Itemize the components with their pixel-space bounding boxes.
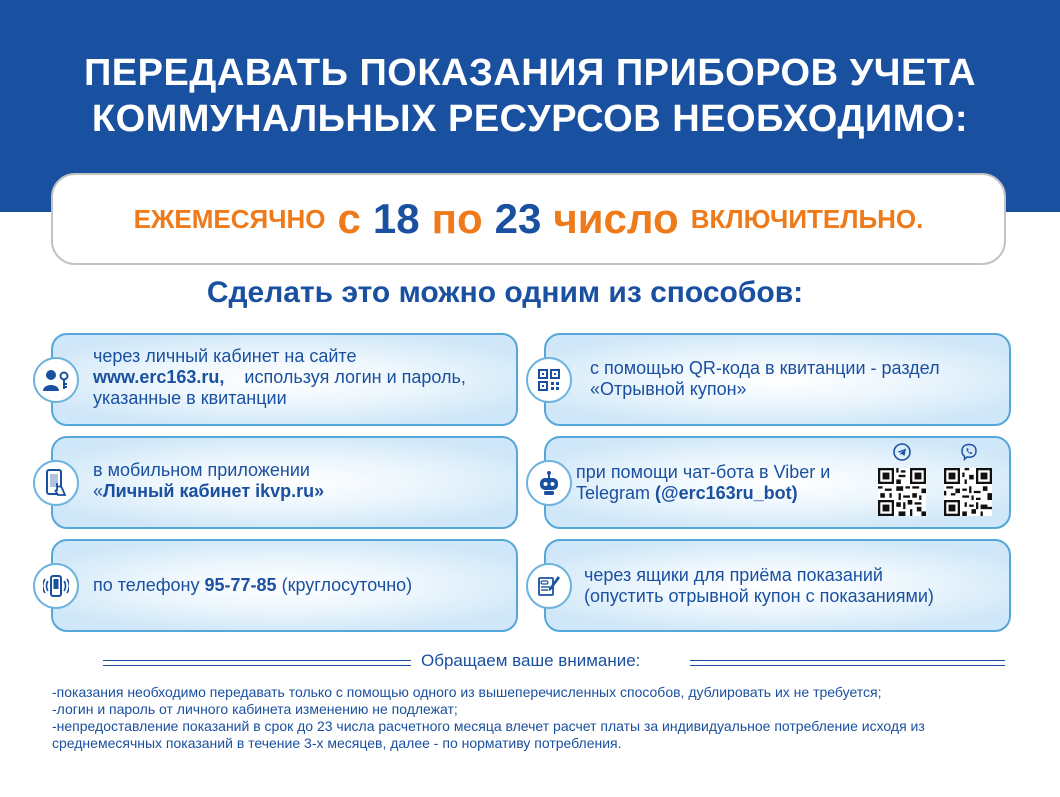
notice-line-1: -показания необходимо передавать только с помощью одного из вышеперечисленных способов, дублировать их не требуется; <box>52 684 882 700</box>
qr-line-1: с помощью QR-кода в квитанции - раздел <box>590 358 940 378</box>
page-title-line-1: ПЕРЕДАВАТЬ ПОКАЗАНИЯ ПРИБОРОВ УЧЕТА <box>83 52 977 94</box>
cabinet-line-1: через личный кабинет на сайте <box>93 346 357 366</box>
cabinet-line-3: указанные в квитанции <box>93 388 287 408</box>
phone-pre: по телефону <box>93 575 200 595</box>
methods-heading: Сделать это можно одним из способов: <box>206 276 804 309</box>
user-key-icon <box>33 357 79 403</box>
page-title-line-2: КОММУНАЛЬНЫХ РЕСУРСОВ НЕОБХОДИМО: <box>91 98 969 140</box>
notice-label: Обращаем ваше внимание: <box>421 651 641 670</box>
period-from: с <box>337 195 361 242</box>
qr-line-2: «Отрывной купон» <box>590 379 747 399</box>
period-to: по <box>431 195 483 242</box>
app-line-1: в мобильном приложении <box>93 460 310 480</box>
box-line-2: (опустить отрывной купон с показаниями) <box>584 586 934 606</box>
notice-divider-right <box>690 660 1005 666</box>
period-end-day: 23 <box>494 195 542 242</box>
bot-line-1: при помощи чат-бота в Viber и <box>576 462 831 482</box>
notice-divider-left <box>103 660 411 666</box>
phone-text <box>93 575 513 596</box>
method-card-qr <box>544 333 1011 426</box>
qr-text <box>590 358 1005 400</box>
page-title <box>0 50 1060 142</box>
mailbox-form-icon <box>526 563 572 609</box>
bot-line-2: Telegram <box>576 483 651 503</box>
notice-line-2: -логин и пароль от личного кабинета изменению не подлежат; <box>52 701 458 717</box>
app-name: Личный кабинет ikvp.ru» <box>103 481 325 501</box>
cabinet-site-link[interactable]: www.erc163.ru, <box>93 367 225 387</box>
method-card-cabinet <box>51 333 518 426</box>
box-line-1: через ящики для приёма показаний <box>584 565 883 585</box>
qr-code-viber <box>944 468 992 516</box>
smartphone-touch-icon <box>33 460 79 506</box>
period-inclusive: ВКЛЮЧИТЕЛЬНО. <box>690 203 924 234</box>
phone-post: (круглосуточно) <box>281 575 413 595</box>
bot-text <box>576 462 866 504</box>
method-card-phone <box>51 539 518 632</box>
bot-handle[interactable]: (@erc163ru_bot) <box>655 483 798 503</box>
period-day-word: число <box>553 195 679 242</box>
notice-line-3: -непредоставление показаний в срок до 23 числа расчетного месяца влечет расчет платы за индивидуальное потребление исходя из среднемесячных показаний в течение 3-х месяцев, далее - по нормативу потребления. <box>52 718 925 751</box>
period-start-day: 18 <box>372 195 420 242</box>
viber-icon <box>960 443 978 461</box>
app-text <box>93 460 513 502</box>
box-text <box>584 565 1004 607</box>
period-monthly: ЕЖЕМЕСЯЧНО <box>133 203 326 234</box>
phone-icon <box>33 563 79 609</box>
method-card-bot <box>544 436 1011 529</box>
qr-code-telegram <box>878 468 926 516</box>
app-open-quote: « <box>93 481 104 501</box>
submission-period-pill <box>51 173 1006 265</box>
phone-number[interactable]: 95-77-85 <box>204 575 277 595</box>
telegram-icon <box>893 443 911 461</box>
cabinet-line-2: используя логин и пароль, <box>244 367 466 387</box>
cabinet-text <box>93 346 513 409</box>
notice-list <box>52 684 1012 752</box>
qr-code-icon <box>526 357 572 403</box>
method-card-box <box>544 539 1011 632</box>
notice-header <box>103 651 1005 671</box>
method-card-app <box>51 436 518 529</box>
robot-icon <box>526 460 572 506</box>
